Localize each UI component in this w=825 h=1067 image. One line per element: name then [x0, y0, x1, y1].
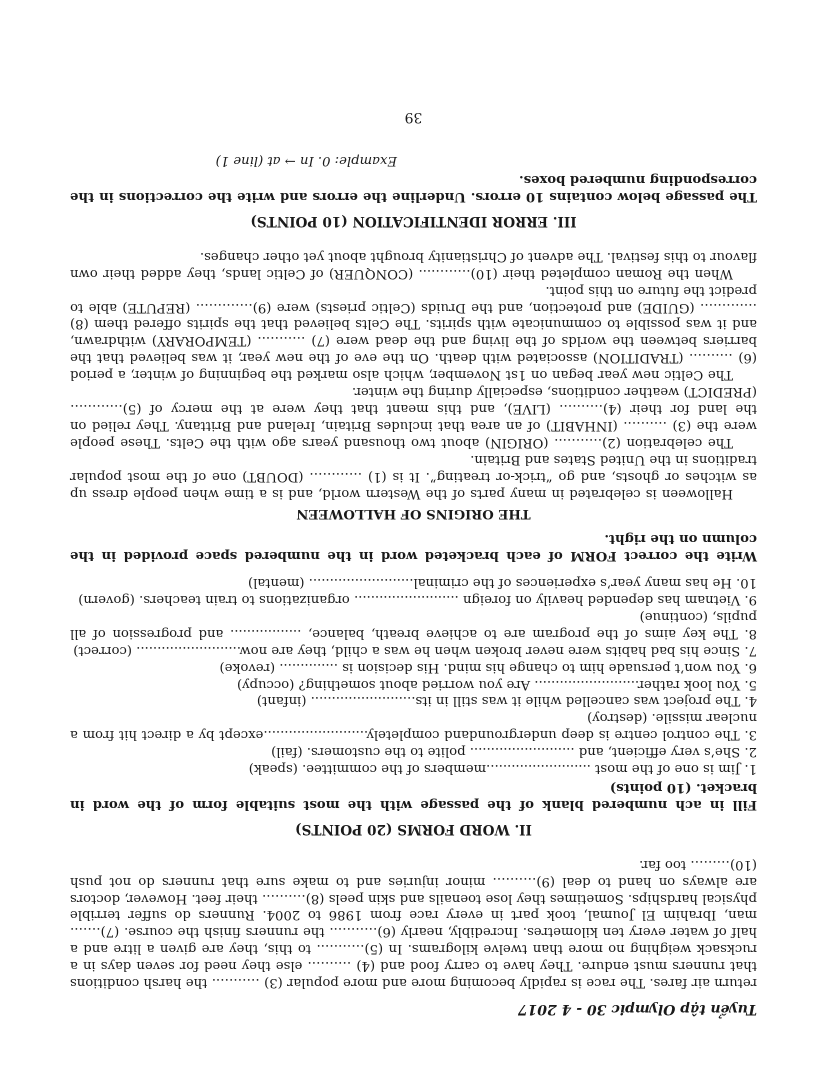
- section-2-title: II. WORD FORMS (20 POINTS): [295, 820, 532, 837]
- word-form-list: [70, 573, 757, 776]
- passage-paragraph: The celebration (2)……….. (ORIGIN) about two thousand years ago with the Celts. These people were the (3) ………. (INHABIT) of an area that includes Britain, Ireland and Brittany. They relied on the land for their (4)………. (LIVE), and this meant that they were at the mercy of (5)…………(PREDICT) weather conditions, especially during the winter.: [70, 384, 757, 450]
- word-form-item: 5. You look rather......................... Are you worried about something? (occupy): [236, 676, 757, 692]
- word-form-item: 2. She’s very efficient, and ......................... polite to the customers. (fail): [271, 744, 757, 760]
- word-form-item: 3. The control centre is deep undergroundand completely.........................except by a direct hit from a nuclear missile. (destroy): [70, 710, 757, 743]
- word-form-item: 7. Since his bad habits were never broken when he was a child, they are now......................... (correct): [73, 642, 757, 658]
- section-2-instruction-2: Write the correct FORM of each bracketed word in the numbered space provided in the column on the right.: [70, 531, 757, 564]
- section-2-instruction: Fill in ach numbered blank of the passage with the most suitable form of the word in bracket. (10 points): [70, 780, 757, 812]
- example-line: Example: 0. In → at (line 1): [215, 153, 397, 169]
- passage-paragraph: The Celtic new year began on 1st November, which also marked the beginning of winter, a period (6) ………. (TRADITION) associated with death. On the eve of the new year, it was believed that the barriers between the worlds of the living and the dead were (7) ……….. (TEMPORARY) withdrawn, and it was possible to communicate with spirits. The Celts believed that the spirits offered them (8) …………. (GUIDE) and protection, and the Druids (Celtic priests) were (9)…………. (REPUTE) able to predict the future on this point.: [70, 282, 757, 383]
- word-form-item: 9. Vietnam has depended heavily on foreign ......................... organizations to train teachers. (govern): [78, 592, 757, 608]
- word-form-item: 8. The key aims of the program are to achieve breath, balance, ................. and progression of all pupils, (continue): [70, 608, 757, 641]
- section-3-instruction: The passage below contains 10 errors. Underline the errors and write the corrections in the corresponding numbered boxes.: [70, 172, 757, 205]
- passage-continuation: return air fares. The race is rapidly becoming more and more popular (3) ……….. the harsh conditions that runners must endure. They have to carry food and (4) ………. else they need for seven days in a rucksack weighing no more than twelve kilograms. In (5)……….. to this, they are given a litre and a half of water every ten kilometres. Incredibly, nearly (6)……….. the runners finish the course. (7)……. man, Ibrahim El Joumal, took part in every race from 1986 to 2004. Runners do suffer terrible physical hardships. Sometimes they lose toenails and skin peels (8)………. their feet. However, doctors are always on hand to deal (9)………. minor injuries and to make sure that runners do not push (10)……… too far.: [70, 856, 757, 991]
- word-form-item: 4. The project was cancelled while it was still in its......................... (infant): [256, 693, 757, 709]
- word-form-item: 10. He has many year’s experiences of the criminal......................... (mental): [248, 575, 757, 591]
- word-form-item: 1. Jim is one of the most .........................members of the committee. (speak): [248, 761, 757, 777]
- page-number: 39: [404, 109, 423, 126]
- passage-title: THE ORIGINS OF HALLOWEEN: [296, 506, 531, 522]
- passage-paragraph: When the Roman completed their (10)………... (CONQUER) of Celtic lands, they added their own flavour to this festival. The advent of Christianity brought about yet other changes.: [70, 248, 757, 281]
- section-3-title: III. ERROR IDENTIFICATION (10 POINTS): [250, 212, 577, 229]
- word-form-item: 6. You won’t persuade him to change his mind. His decision is .............. (revoke): [219, 659, 757, 675]
- header-title: Tuyển tập Olympic 30 - 4 2017: [517, 1001, 757, 1017]
- passage-paragraph: Halloween is celebrated in many parts of the Western world, and is a time when people dress up as witches or ghosts, and go “trick-or treating”. It is (1) ………… (DOUBT) one of the most popular traditions in the United States and Britain.: [70, 451, 757, 501]
